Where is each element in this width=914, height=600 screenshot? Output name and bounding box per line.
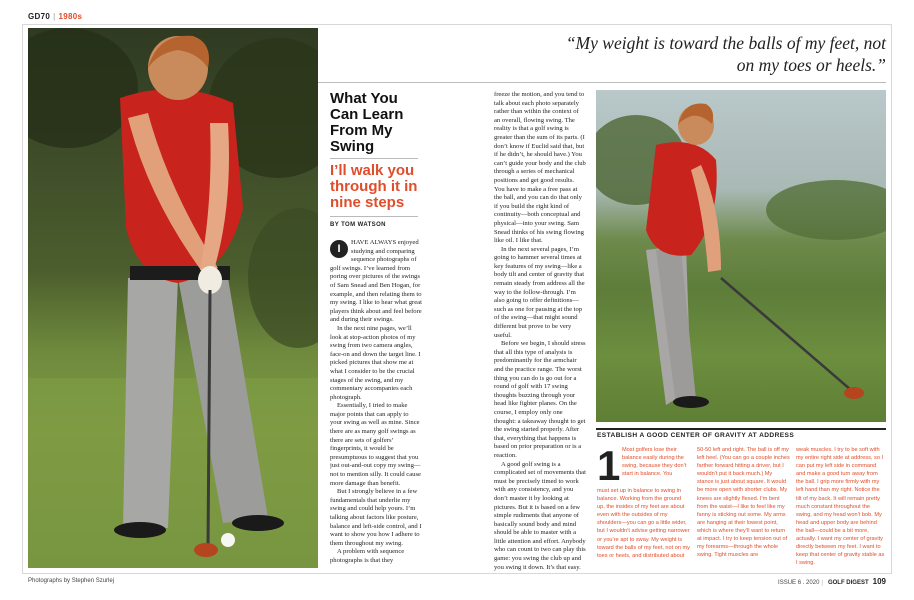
folio-separator: |: [821, 580, 823, 586]
headline-divider: [330, 158, 418, 159]
step-number: 1: [597, 442, 621, 489]
body-paragraph: But I strongly believe in a few fundamentals that underlie my swing and could help yours. I’m talking about factors like posture, balance and left-side control, and I want to show you how I adhere to them throughout my swing.: [330, 488, 422, 547]
header-separator: |: [53, 12, 56, 21]
sidebar-title: ESTABLISH A GOOD CENTER OF GRAVITY AT ADDRESS: [597, 432, 795, 439]
golfer-photo-face-on: [28, 28, 318, 568]
golfer-photo-down-the-line: [596, 90, 886, 422]
body-paragraph: In the next several pages, I’m going to hammer several times at key features of my swing—like a body tilt and center of gravity that remain steady from address all the way to the follow-through. I’m also going to offer definitions—such as one for pausing at the top of the swing—that might sound different but prove to be very useful.: [494, 245, 585, 339]
body-paragraph: freeze the motion, and you tend to talk about each photo separately rather than within the context of an overall, flowing swing. The reality is that a golf swing is greater than the sum of its parts. (I don’t know if Euclid said that, but if he didn’t, he should have.) You can’t guide your body and the club through a series of mechanical positions and get good results. You have to make a free pass at the ball, and you can do that only if you build the right kind of continuity—both conceptual and physical—into your swing. Sam Snead thinks of his swing flowing like oil. I like that.: [494, 91, 586, 245]
deck-divider: [330, 216, 418, 217]
article-column-1: [330, 239, 422, 571]
tip-text-column-2: 50-50 left and right. The ball is off my left heel. (You can go a couple inches farther forward hitting a driver, but I wouldn’t put it back much.) My stance is just about square. It would be more open with shorter clubs. My knees are slightly flexed. I’m bent from the waist—I like to feel like my fanny is sticking out some. My arms are hanging at their lowest point, which is where they’ll want to return at impact. I try to keep tension out of my forearms—through the whole swing. Tight muscles are: [697, 447, 790, 559]
section-header: [28, 12, 82, 21]
golfer-illustration-down-the-line: [596, 90, 886, 422]
golfer-illustration-face-on: [28, 28, 318, 568]
sidebar-divider: [596, 428, 886, 430]
body-paragraph: In the next nine pages, we’ll look at stop-action photos of my swing from two camera angles, face-on and down the target line. I picked pictures that show me at what I consider to be the crucial stages of the swing, and my commentary accompanies each photograph.: [330, 324, 421, 401]
quote-divider: [318, 82, 886, 83]
body-paragraph: Before we begin, I should stress that all this type of analysis is predominantly for the armchair and the practice range. The worst thing you can do is go out for a round of golf with 17 swing thoughts buzzing through your head like fighter planes. On the course, I employ only one thought: a takeaway thought to get the swing started properly. After that, everything that happens is based on prior preparation or is a reaction.: [494, 340, 586, 459]
tip-text-column-1: must set up in balance to swing in balance. Working from the ground up, the insides of my feet are about even with the outsides of my shoulders—you can go a little wider, but I wouldn’t advise getting narrower or you’re apt to sway. My weight is toward the balls of my feet, not on my toes or heels, and distributed about: [597, 488, 690, 559]
magazine-name: GOLF DIGEST: [827, 580, 869, 586]
section-era: 1980s: [58, 12, 83, 21]
article-byline: BY TOM WATSON: [330, 222, 386, 228]
section-code: GD70: [28, 12, 51, 21]
body-paragraph: HAVE ALWAYS enjoyed studying and comparing sequence photographs of golf swings. I’ve learned from poring over pictures of the swings of Sam Snead and Ben Hogan, for example, and then relating them to my swing. I like to hear what great players think about and feel before and during their swings.: [330, 239, 422, 324]
body-paragraph: Essentially, I tried to make major points that can apply to your swing as well as mine. Since there are as many golf swings as there are sets of golfers’ fingerprints, it would be presumptuous to suggest that you just out-and-out copy my swing—not to mention silly. It could cause more damage than benefit.: [330, 402, 421, 487]
body-paragraph: A good golf swing is a complicated set of movements that must be precisely timed to work with any consistency, and you don’t master it by looking at pictures. But it is based on a few simple rudiments that anyone of basically sound body and mind should be able to master with a little attention and effort. Anybody who can count to two can play this game: you swing the club up and you swing it down. It’s that easy.: [494, 460, 586, 571]
article-headline: What You Can Learn From My Swing: [330, 90, 404, 155]
page-folio: [778, 577, 886, 586]
tip-text-intro: Most golfers lose their balance easily during the swing, because they don’t start in balance. You: [622, 447, 687, 478]
article-deck: I’ll walk you through it in nine steps: [330, 162, 418, 211]
photo-credit: Photographs by Stephen Szurlej: [28, 578, 115, 584]
pull-quote: “My weight is toward the balls of my feet, not on my toes or heels.”: [565, 33, 886, 75]
issue-label: ISSUE 6 . 2020: [778, 580, 820, 586]
tip-text-column-3: weak muscles. I try to be soft with my entire right side at address, so I can put my left side in command and make a good turn away from the ball. I grip more firmly with my left hand than my right. Notice the tilt of my back. It will remain pretty much constant throughout the swing, and my head won’t bob. My head and upper body are behind the ball—could be a bit more, actually. I want my center of gravity directly between my feet. I want to keep that center of gravity stable as I swing.: [796, 447, 885, 567]
page-number: 109: [872, 577, 886, 586]
drop-cap: I: [330, 240, 348, 258]
body-paragraph: A problem with sequence photographs is that they: [330, 548, 405, 564]
article-column-2: [494, 91, 586, 571]
